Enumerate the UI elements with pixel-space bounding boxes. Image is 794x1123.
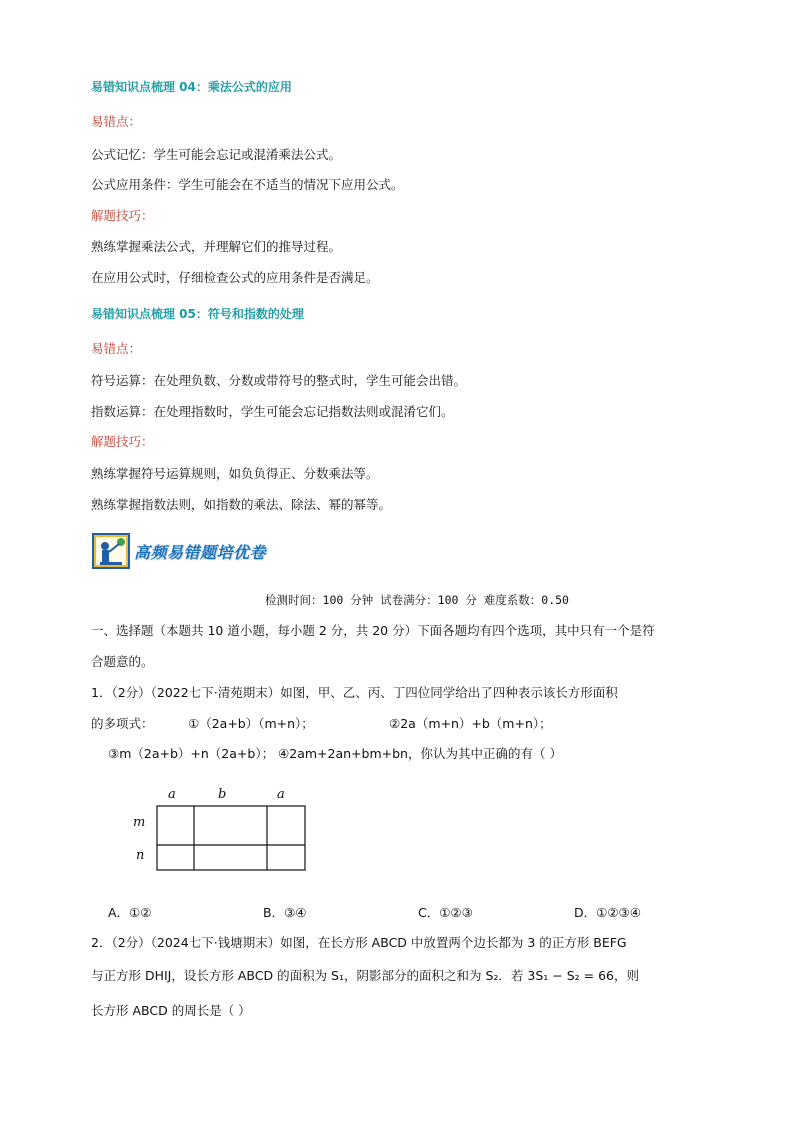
banner-title: 高频易错题培优卷 (134, 542, 267, 562)
label-n: n (136, 848, 145, 863)
section-5-tip-1: 熟练掌握符号运算规则，如负负得正、分数乘法等。 (91, 466, 379, 481)
section-5-error-2: 指数运算：在处理指数时，学生可能会忘记指数法则或混淆它们。 (91, 404, 454, 419)
question-1-stem-line-2: 的多项式： (91, 716, 154, 731)
question-1-expression-1: ①（2a+b）（m+n）； (188, 716, 314, 731)
option-d[interactable]: D．①②③④ (574, 905, 641, 920)
option-b[interactable]: B．③④ (263, 905, 307, 920)
section-4-tips-label: 解题技巧： (91, 208, 154, 223)
section-4-error-label: 易错点： (91, 114, 142, 129)
section-5-tip-2: 熟练掌握指数法则，如指数的乘法、除法、幂的幂等。 (91, 497, 392, 512)
question-2-stem-line-2: 与正方形 DHIJ，设长方形 ABCD 的面积为 S₁，阴影部分的面积之和为 S₂．若 3S₁ − S₂ = 66，则 (91, 968, 639, 983)
section-banner (92, 531, 266, 571)
question-1-stem-line-3: ③m（2a+b）+n（2a+b）； ④2am+2an+bm+bn，你认为其中正确的有（ ） (108, 746, 562, 761)
part-1-intro-line-1: 一、选择题（本题共 10 道小题，每小题 2 分，共 20 分）下面各题均有四个选项，其中只有一个是符 (91, 623, 655, 638)
label-b: b (218, 787, 227, 802)
question-1-stem-line-1: 1．（2分）（2022七下·清苑期末）如图，甲、乙、丙、丁四位同学给出了四种表示该长方形面积 (91, 685, 618, 700)
section-4-heading: 易错知识点梳理 04：乘法公式的应用 (91, 80, 292, 94)
exam-info: 检测时间：100 分钟 试卷满分：100 分 难度系数：0.50 (265, 593, 569, 607)
question-2-stem-line-1: 2．（2分）（2024七下·钱塘期末）如图，在长方形 ABCD 中放置两个边长都为 3 的正方形 BEFG (91, 935, 627, 950)
option-a[interactable]: A．①② (108, 905, 152, 920)
option-c[interactable]: C．①②③ (418, 905, 473, 920)
section-4-tip-1: 熟练掌握乘法公式，并理解它们的推导过程。 (91, 239, 342, 254)
section-5-error-label: 易错点： (91, 341, 142, 356)
part-1-intro-line-2: 合题意的。 (91, 654, 154, 669)
section-4-tip-2: 在应用公式时，仔细检查公式的应用条件是否满足。 (91, 270, 379, 285)
section-5-heading: 易错知识点梳理 05：符号和指数的处理 (91, 307, 304, 321)
section-5-error-1: 符号运算：在处理负数、分数或带符号的整式时，学生可能会出错。 (91, 373, 467, 388)
question-1-rectangle-figure (130, 785, 330, 885)
question-2-stem-line-3: 长方形 ABCD 的周长是（ ） (91, 1003, 251, 1018)
section-5-tips-label: 解题技巧： (91, 434, 154, 449)
question-1-expression-2: ②2a（m+n）+b（m+n）； (389, 716, 552, 731)
label-m: m (133, 815, 146, 830)
teacher-board-icon (92, 532, 130, 570)
section-4-error-2: 公式应用条件：学生可能会在不适当的情况下应用公式。 (91, 177, 404, 192)
label-a-right: a (277, 787, 285, 802)
section-4-error-1: 公式记忆：学生可能会忘记或混淆乘法公式。 (91, 147, 342, 162)
label-a-left: a (168, 787, 176, 802)
rectangle-grid (156, 805, 308, 873)
